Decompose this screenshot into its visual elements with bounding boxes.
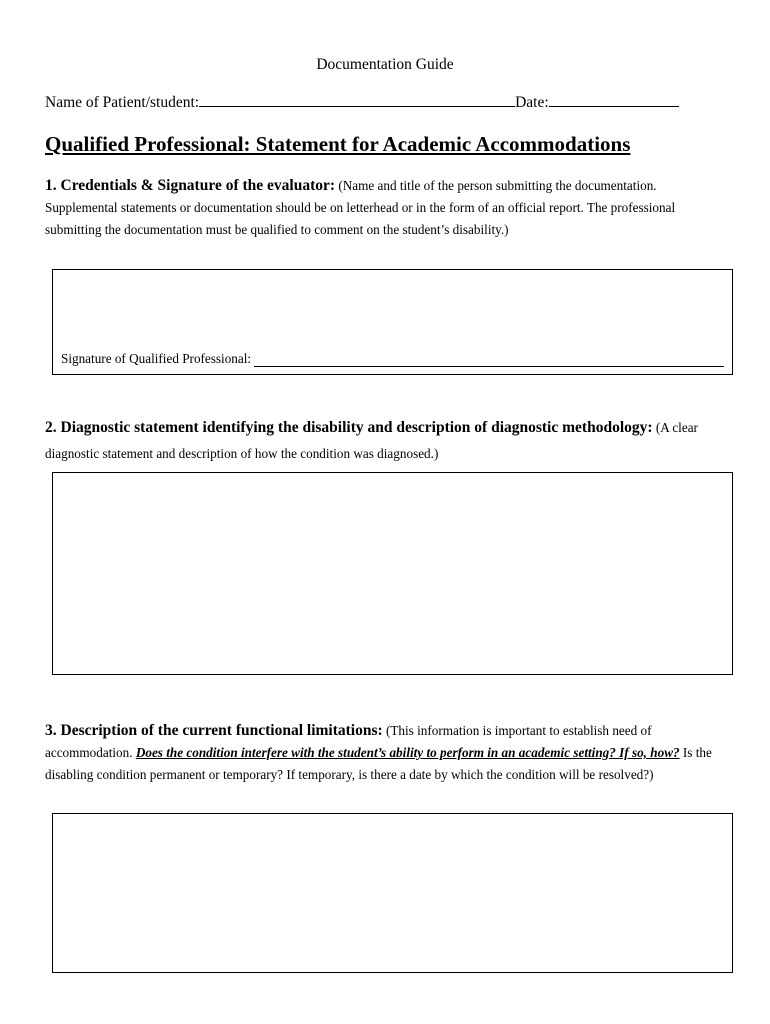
signature-line[interactable] — [254, 354, 724, 367]
section-credentials-heading: 1. Credentials & Signature of the evaluator: — [45, 177, 336, 194]
patient-name-row — [45, 92, 679, 113]
signature-row — [61, 351, 724, 367]
section-limitations-tail: Is the disabling condition permanent or temporary? If temporary, is there a date by which the condition will be resolved?) — [45, 745, 712, 782]
limitations-input-box[interactable] — [52, 813, 733, 973]
document-title: Documentation Guide — [316, 56, 454, 73]
signature-label: Signature of Qualified Professional: — [61, 351, 252, 366]
section-limitations-question: Does the condition interfere with the student’s ability to perform in an academic setting? If so, how? — [135, 745, 680, 760]
section-diagnostic-heading: 2. Diagnostic statement identifying the disability and description of diagnostic methodology: — [45, 419, 653, 436]
section-diagnostic-description: (A clear diagnostic statement and description of how the condition was diagnosed.) — [45, 420, 698, 461]
section-limitations-heading: 3. Description of the current functional limitations: — [45, 722, 383, 739]
page-heading: Qualified Professional: Statement for Academic Accommodations — [45, 132, 631, 156]
credentials-input-box[interactable] — [52, 269, 733, 375]
date-label: Date: — [515, 94, 549, 111]
section-limitations — [45, 720, 730, 786]
section-limitations-lead: (This information is important to establish need of accommodation. — [45, 723, 652, 760]
diagnostic-input-box[interactable] — [52, 472, 733, 675]
patient-name-label: Name of Patient/student: — [45, 94, 200, 111]
section-credentials-description: (Name and title of the person submitting the documentation. Supplemental statements or documentation should be on letterhead or in the form of an official report. The professional submitting the documentation must be qualified to comment on the student’s disability.) — [45, 178, 676, 237]
date-field[interactable] — [549, 92, 679, 107]
patient-name-field[interactable] — [199, 92, 515, 107]
section-credentials — [45, 175, 730, 241]
section-diagnostic — [45, 415, 730, 467]
